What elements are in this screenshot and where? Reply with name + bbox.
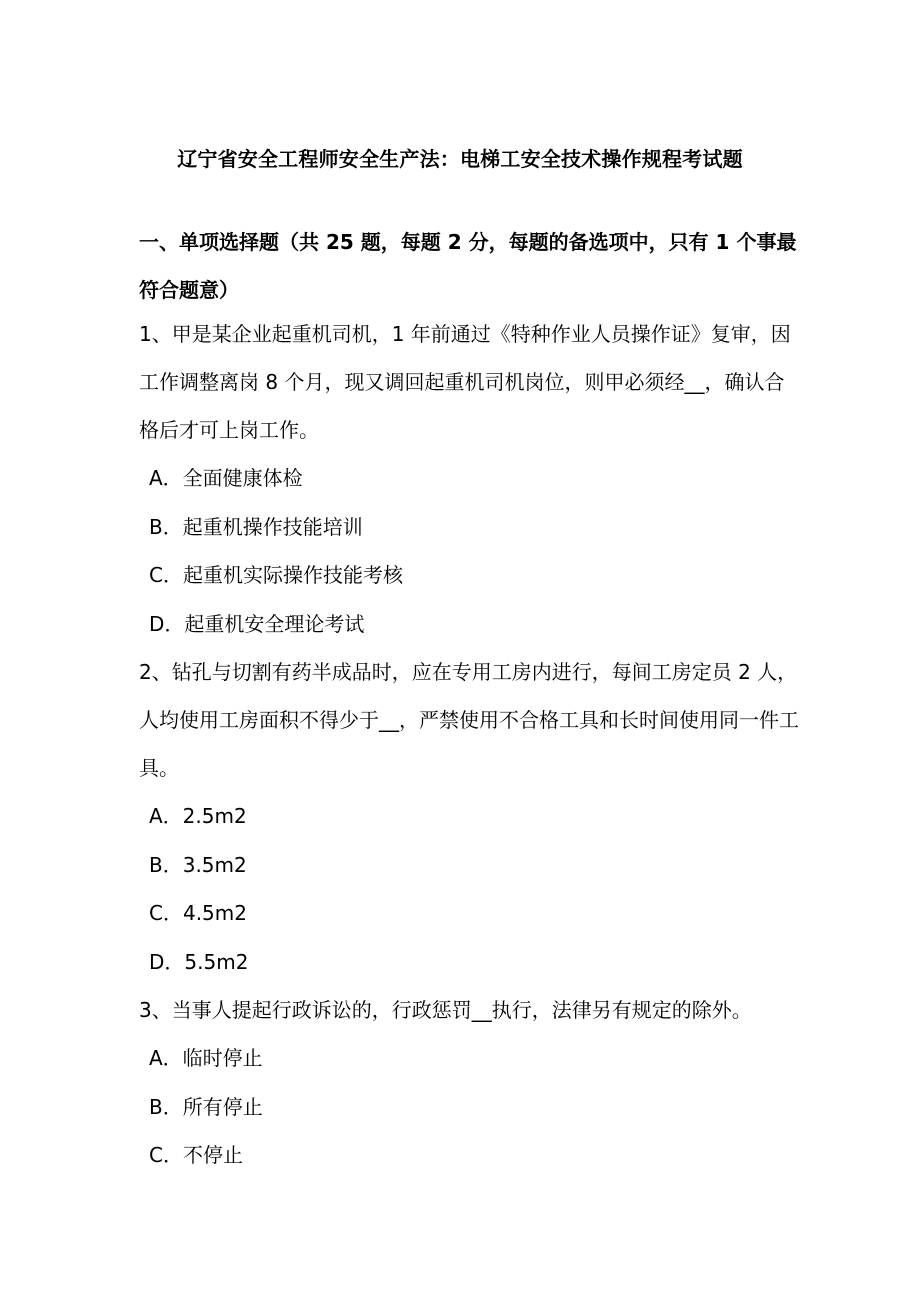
question-2	[139, 648, 799, 986]
section-heading: 一、单项选择题（共 25 题，每题 2 分，每题的备选项中，只有 1 个事最符合题意）	[139, 230, 797, 302]
question-1	[139, 310, 799, 648]
option-c: C．起重机实际操作技能考核	[149, 563, 403, 587]
question-3	[139, 986, 799, 1180]
option-a: A．临时停止	[149, 1046, 263, 1070]
option-b: B．3.5m2	[149, 852, 247, 877]
question-stem: 1、甲是某企业起重机司机，1 年前通过《特种作业人员操作证》复审，因工作调整离岗 8 个月，现又调回起重机司机岗位，则甲必须经__，确认合格后才可上岗工作。	[139, 322, 791, 442]
option-b: B．起重机操作技能培训	[149, 514, 363, 539]
option-c: C．不停止	[149, 1143, 243, 1167]
option-b: B．所有停止	[149, 1094, 263, 1119]
option-a: A．全面健康体检	[149, 466, 303, 490]
document-title: 辽宁省安全工程师安全生产法：电梯工安全技术操作规程考试题	[177, 147, 743, 171]
option-c: C．4.5m2	[149, 901, 247, 925]
question-stem: 3、当事人提起行政诉讼的，行政惩罚__执行，法律另有规定的除外。	[139, 998, 752, 1022]
option-d: D．5.5m2	[149, 949, 249, 974]
option-d: D．起重机安全理论考试	[149, 611, 365, 636]
option-a: A．2.5m2	[149, 804, 247, 828]
question-list	[139, 310, 799, 1180]
question-stem: 2、钻孔与切割有药半成品时，应在专用工房内进行，每间工房定员 2 人，人均使用工房面积不得少于__，严禁使用不合格工具和长时间使用同一件工具。	[139, 660, 799, 780]
